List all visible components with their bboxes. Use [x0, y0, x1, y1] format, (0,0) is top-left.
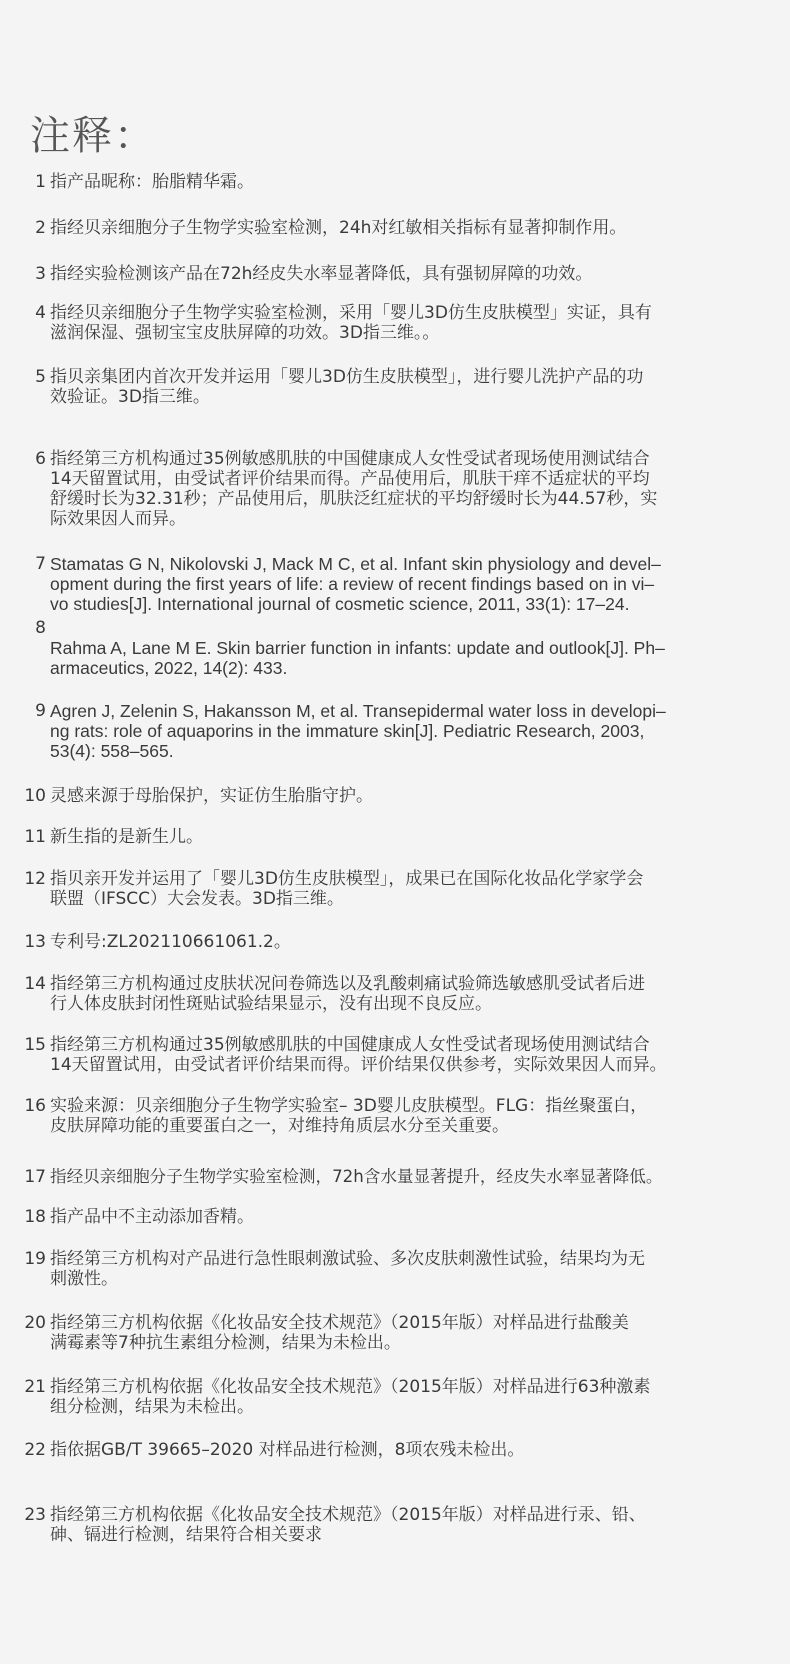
note-number: 6 [35, 449, 46, 469]
note-text: 实验来源：贝亲细胞分子生物学实验室– 3D婴儿皮肤模型。FLG：指丝聚蛋白， 皮肤屏障功能的重要蛋白之一，对维持角质层水分至关重要。 [50, 1096, 648, 1136]
note-text: 指经第三方机构依据《化妆品安全技术规范》（2015年版）对样品进行汞、铅、 砷、镉进行检测，结果符合相关要求 [50, 1505, 646, 1545]
note-text: 专利号:ZL202110661061.2。 [50, 932, 291, 952]
note-text: 指经第三方机构对产品进行急性眼刺激试验、多次皮肤刺激性试验，结果均为无 刺激性。 [50, 1249, 645, 1289]
note-number: 14 [24, 974, 46, 994]
note-number: 9 [35, 701, 46, 721]
note-text: 指贝亲集团内首次开发并运用「婴儿3D仿生皮肤模型」，进行婴儿洗护产品的功 效验证。3D指三维。 [50, 367, 644, 407]
note-text: 指经第三方机构通过35例敏感肌肤的中国健康成人女性受试者现场使用测试结合 14天留置试用，由受试者评价结果而得。产品使用后，肌肤干痒不适症状的平均 舒缓时长为32.31秒；产品使用后，肌肤泛红症状的平均舒缓时长为44.57秒，实 际效果因人而异。 [50, 449, 658, 529]
note-text: 指产品昵称：胎脂精华霜。 [50, 172, 254, 192]
note-number: 21 [24, 1377, 46, 1397]
note-text: 指经实验检测该产品在72h经皮失水率显著降低，具有强韧屏障的功效。 [50, 264, 593, 284]
note-text: 指经贝亲细胞分子生物学实验室检测，24h对红敏相关指标有显著抑制作用。 [50, 218, 627, 238]
note-number: 4 [35, 303, 46, 323]
note-number: 18 [24, 1207, 46, 1227]
note-number: 1 [35, 172, 46, 192]
note-number: 22 [24, 1440, 46, 1460]
note-number: 2 [35, 218, 46, 238]
note-text: 指经第三方机构通过35例敏感肌肤的中国健康成人女性受试者现场使用测试结合 14天留置试用，由受试者评价结果而得。评价结果仅供参考，实际效果因人而异。 [50, 1035, 667, 1075]
page-title: 注释： [30, 113, 156, 159]
note-number: 20 [24, 1313, 46, 1333]
note-text: Agren J, Zelenin S, Hakansson M, et al. Transepidermal water loss in developi– ng rats: role of aquaporins in the immature skin[J]. Pediatric Research, 2003, 53(4): 558–565. [50, 701, 666, 761]
note-number: 11 [24, 827, 46, 847]
note-text: 指经第三方机构依据《化妆品安全技术规范》（2015年版）对样品进行盐酸美 满霉素等7种抗生素组分检测，结果为未检出。 [50, 1313, 629, 1353]
note-number: 17 [24, 1167, 46, 1187]
note-text: 指经第三方机构依据《化妆品安全技术规范》（2015年版）对样品进行63种激素 组分检测，结果为未检出。 [50, 1377, 651, 1417]
note-number: 15 [24, 1035, 46, 1055]
note-number: 12 [24, 869, 46, 889]
note-text: 新生指的是新生儿。 [50, 827, 203, 847]
note-number: 3 [35, 264, 46, 284]
note-number: 13 [24, 932, 46, 952]
note-text: Rahma A, Lane M E. Skin barrier function in infants: update and outlook[J]. Ph– armaceutics, 2022, 14(2): 433. [50, 638, 665, 678]
note-number: 7 [35, 554, 46, 574]
note-text: 指产品中不主动添加香精。 [50, 1207, 254, 1227]
note-number: 16 [24, 1096, 46, 1116]
note-number: 5 [35, 367, 46, 387]
note-text: 指贝亲开发并运用了「婴儿3D仿生皮肤模型」，成果已在国际化妆品化学家学会 联盟（IFSCC）大会发表。3D指三维。 [50, 869, 644, 909]
note-number: 19 [24, 1249, 46, 1269]
note-text: Stamatas G N, Nikolovski J, Mack M C, et al. Infant skin physiology and devel– opment during the first years of life: a review of recent findings based on in vi– vo studies[J]. International journal of cosmetic science, 2011, 33(1): 17–24. [50, 554, 661, 614]
note-number: 8 [35, 618, 46, 638]
note-number: 10 [24, 786, 46, 806]
note-text: 指经贝亲细胞分子生物学实验室检测，72h含水量显著提升，经皮失水率显著降低。 [50, 1167, 663, 1186]
note-text: 指经贝亲细胞分子生物学实验室检测，采用「婴儿3D仿生皮肤模型」实证，具有 滋润保湿、强韧宝宝皮肤屏障的功效。3D指三维。。 [50, 303, 652, 343]
note-number: 23 [24, 1505, 46, 1525]
note-text: 指依据GB/T 39665–2020 对样品进行检测，8项农残未检出。 [50, 1440, 525, 1460]
note-text: 指经第三方机构通过皮肤状况问卷筛选以及乳酸刺痛试验筛选敏感肌受试者后进 行人体皮肤封闭性斑贴试验结果显示，没有出现不良反应。 [50, 974, 645, 1014]
note-text: 灵感来源于母胎保护，实证仿生胎脂守护。 [50, 786, 373, 806]
